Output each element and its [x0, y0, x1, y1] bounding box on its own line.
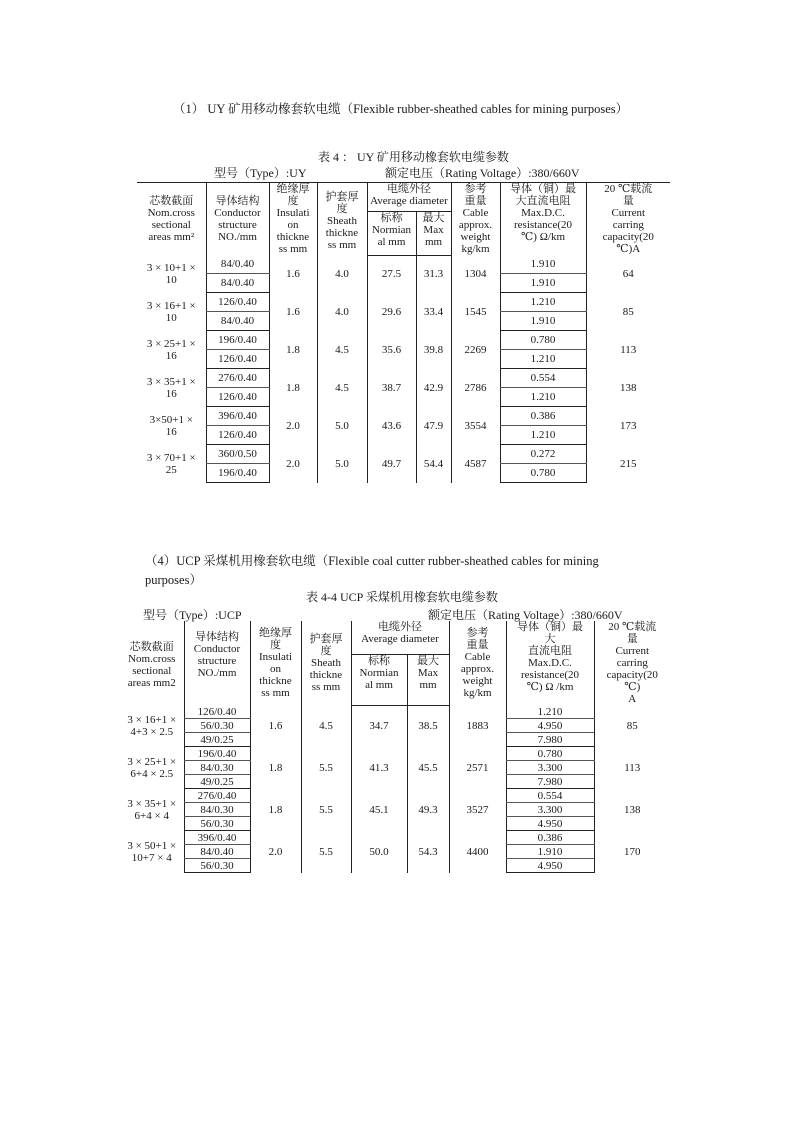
table2-voltage-label: 额定电压（Rating Voltage）:380/660V: [428, 608, 623, 622]
header-insulation-line: on: [287, 219, 299, 231]
cell-sheath: 5.0: [317, 445, 367, 483]
cell-conductor: 360/0.50: [206, 445, 269, 464]
header-resistance: [500, 183, 586, 256]
cell-max: 42.9: [416, 369, 451, 407]
header-current: [594, 621, 670, 705]
cell-conductor: 56/0.30: [184, 859, 250, 873]
cell-nominal: 41.3: [351, 747, 407, 789]
cell-resistance: 7.980: [506, 775, 594, 789]
cell-conductor: 396/0.40: [184, 831, 250, 845]
table-row: [137, 407, 670, 426]
header-weight-line: 重量: [466, 639, 489, 651]
cell-sheath: 4.0: [317, 293, 367, 331]
cell-insulation: 2.0: [269, 407, 317, 445]
cell-current: 85: [586, 293, 670, 331]
header-weight: [451, 183, 500, 256]
header-max-line: 最大: [422, 212, 445, 225]
cell-sheath: 4.5: [317, 369, 367, 407]
header-current-line: A: [628, 693, 637, 705]
uy-spec-table: [137, 182, 670, 483]
cell-weight: 3527: [449, 789, 506, 831]
cell-core-line: 16: [165, 387, 177, 400]
cell-insulation: 1.8: [269, 331, 317, 369]
cell-max: 33.4: [416, 293, 451, 331]
cell-weight: 2269: [451, 331, 500, 369]
header-weight: [449, 621, 506, 705]
header-current-line: 量: [622, 195, 634, 207]
cell-core: [137, 369, 206, 407]
header-insulation-line: 度: [287, 195, 299, 207]
cell-nominal: 27.5: [367, 255, 416, 293]
header-diameter-line: 电缆外径: [378, 621, 422, 633]
cell-core: [137, 445, 206, 483]
header-sheath-line: Sheath: [327, 215, 357, 227]
cell-sheath: 4.5: [301, 705, 351, 747]
header-max-line: mm: [419, 678, 437, 691]
cell-weight: 1883: [449, 705, 506, 747]
header-sheath-line: 护套厚: [309, 633, 343, 645]
header-weight-line: kg/km: [461, 243, 490, 255]
header-insulation-line: thickne: [259, 675, 292, 687]
cell-core-line: 3 × 25+1 ×: [127, 755, 177, 768]
cell-sheath: 5.5: [301, 747, 351, 789]
cell-conductor: 276/0.40: [206, 369, 269, 388]
cell-core: [120, 747, 184, 789]
header-current-line: Current: [615, 645, 650, 657]
cell-resistance: 0.554: [500, 369, 586, 388]
header-resistance-line: resistance(20: [521, 669, 580, 681]
header-core-line: 芯数截面: [129, 641, 174, 653]
header-sheath-line: 度: [320, 645, 332, 657]
header-insulation-line: thickne: [276, 231, 310, 243]
header-sheath-line: ss mm: [311, 681, 341, 693]
cell-conductor: 56/0.30: [184, 719, 250, 733]
cell-conductor: 196/0.40: [206, 331, 269, 350]
header-sheath-line: 度: [336, 203, 348, 215]
header-conductor-line: structure: [218, 219, 257, 231]
header-resistance-line: 直流电阻: [528, 645, 573, 657]
header-current: [586, 183, 670, 256]
cell-core: [137, 293, 206, 331]
header-resistance-line: ℃) Ω/km: [521, 231, 566, 243]
cell-resistance: 1.910: [500, 255, 586, 274]
header-nominal-line: al mm: [365, 678, 393, 691]
header-conductor-line: NO./mm: [197, 667, 237, 679]
header-conductor-line: NO./mm: [218, 231, 257, 243]
header-current-line: capacity(20: [602, 231, 654, 243]
header-conductor-line: 导体结构: [195, 631, 239, 643]
cell-conductor: 84/0.40: [184, 845, 250, 859]
cell-resistance: 1.210: [500, 426, 586, 445]
header-nominal: [367, 212, 416, 255]
cell-weight: 4587: [451, 445, 500, 483]
header-diameter: [367, 183, 451, 212]
cell-resistance: 1.210: [506, 705, 594, 719]
cell-conductor: 84/0.40: [206, 274, 269, 293]
cell-conductor: 84/0.40: [206, 312, 269, 331]
header-sheath-line: ss mm: [327, 239, 357, 251]
cell-nominal: 35.6: [367, 331, 416, 369]
cell-core-line: 3 × 35+1 ×: [127, 797, 177, 810]
cell-resistance: 3.300: [506, 761, 594, 775]
cell-weight: 4400: [449, 831, 506, 873]
cell-resistance: 1.210: [500, 350, 586, 369]
cell-current: 113: [586, 331, 670, 369]
cell-insulation: 1.8: [269, 369, 317, 407]
cell-resistance: 0.780: [506, 747, 594, 761]
cell-core-line: 6+4 × 4: [134, 809, 169, 822]
cell-max: 38.5: [407, 705, 449, 747]
cell-core-line: 3 × 25+1 ×: [146, 337, 196, 350]
cell-resistance: 1.910: [506, 845, 594, 859]
table1-type-label: 型号（Type）:UY: [214, 166, 307, 180]
cell-conductor: 126/0.40: [206, 350, 269, 369]
cell-conductor: 56/0.30: [184, 817, 250, 831]
header-insulation-line: Insulati: [259, 651, 292, 663]
cell-sheath: 4.0: [317, 255, 367, 293]
cell-resistance: 1.210: [500, 293, 586, 312]
header-current-line: capacity(20: [606, 669, 658, 681]
header-weight-line: weight: [462, 675, 493, 687]
cell-core: [137, 255, 206, 293]
cell-insulation: 1.6: [269, 255, 317, 293]
header-sheath-line: thickne: [325, 227, 359, 239]
header-current-line: 20 ℃载流: [608, 621, 657, 633]
header-nominal-line: Normian: [359, 666, 399, 679]
cell-nominal: 43.6: [367, 407, 416, 445]
cell-resistance: 1.910: [500, 274, 586, 293]
cell-core: [137, 331, 206, 369]
cell-sheath: 5.5: [301, 789, 351, 831]
cell-resistance: 4.950: [506, 719, 594, 733]
cell-current: 138: [594, 789, 670, 831]
table2-header: [120, 621, 670, 705]
header-insulation-line: 绝缘厚: [259, 627, 292, 639]
header-core: [120, 621, 184, 705]
cell-resistance: 0.554: [506, 789, 594, 803]
cell-max: 47.9: [416, 407, 451, 445]
header-nominal-line: al mm: [377, 236, 406, 249]
header-sheath-line: thickne: [309, 669, 343, 681]
cell-conductor: 126/0.40: [206, 388, 269, 407]
header-resistance-line: ℃) Ω /km: [526, 681, 574, 693]
cell-nominal: 50.0: [351, 831, 407, 873]
header-weight-line: 参考: [464, 183, 487, 195]
cell-insulation: 1.6: [269, 293, 317, 331]
cell-core: [120, 789, 184, 831]
header-weight-line: approx.: [458, 219, 493, 231]
cell-insulation: 1.6: [250, 705, 301, 747]
cell-core-line: 3 × 16+1 ×: [146, 299, 196, 312]
header-diameter-line: 电缆外径: [387, 183, 431, 195]
header-insulation-line: 度: [270, 639, 281, 651]
cell-current: 173: [586, 407, 670, 445]
cell-nominal: 38.7: [367, 369, 416, 407]
header-diameter-line: Average diameter: [370, 195, 448, 207]
cell-insulation: 2.0: [250, 831, 301, 873]
table1-voltage-label: 额定电压（Rating Voltage）:380/660V: [385, 166, 580, 180]
table2-body: [120, 705, 670, 873]
header-max-line: Max: [417, 666, 439, 679]
header-max: [407, 654, 449, 705]
header-insulation-line: ss mm: [261, 687, 290, 699]
table2-type-label: 型号（Type）:UCP: [143, 608, 242, 622]
cell-core: [120, 831, 184, 873]
header-resistance-line: 导体（铜）最: [517, 621, 584, 633]
cell-core-line: 3 × 50+1 ×: [127, 839, 177, 852]
header-max-line: Max: [423, 224, 444, 237]
header-insulation-line: 绝缘厚: [276, 183, 310, 195]
header-insulation-line: Insulati: [276, 207, 310, 219]
table-row: [120, 705, 670, 719]
table-row: [137, 293, 670, 312]
cell-resistance: 0.272: [500, 445, 586, 464]
table2-title: 表 4-4 UCP 采煤机用橡套软电缆参数: [306, 590, 498, 604]
cell-nominal: 45.1: [351, 789, 407, 831]
cell-conductor: 196/0.40: [184, 747, 250, 761]
header-weight-line: approx.: [460, 663, 495, 675]
cell-core-line: 6+4 × 2.5: [130, 767, 174, 780]
header-sheath-line: Sheath: [311, 657, 341, 669]
cell-resistance: 0.780: [500, 331, 586, 350]
table-row: [120, 831, 670, 845]
cell-weight: 3554: [451, 407, 500, 445]
cell-core-line: 3 × 16+1 ×: [127, 713, 177, 726]
cell-resistance: 4.950: [506, 817, 594, 831]
header-current-line: carring: [616, 657, 648, 669]
header-weight-line: 重量: [464, 195, 487, 207]
header-resistance-line: Max.D.C.: [521, 207, 565, 219]
header-conductor-line: Conductor: [193, 643, 241, 655]
header-conductor: [206, 183, 269, 256]
header-nominal-line: 标称: [380, 212, 403, 225]
cell-resistance: 4.950: [506, 859, 594, 873]
header-core-line: Nom.cross: [147, 207, 195, 219]
cell-conductor: 196/0.40: [206, 464, 269, 483]
header-diameter: [351, 621, 449, 654]
cell-conductor: 276/0.40: [184, 789, 250, 803]
table-row: [120, 789, 670, 803]
cell-conductor: 84/0.40: [206, 255, 269, 274]
cell-core-line: 10: [165, 311, 177, 324]
header-core-line: sectional: [132, 665, 172, 677]
cell-max: 39.8: [416, 331, 451, 369]
header-conductor-line: structure: [197, 655, 237, 667]
cell-nominal: 29.6: [367, 293, 416, 331]
header-resistance-line: 导体（铜）最: [510, 183, 577, 195]
cell-core-line: 3 × 70+1 ×: [146, 451, 196, 464]
cell-weight: 1304: [451, 255, 500, 293]
header-max: [416, 212, 451, 255]
cell-max: 49.3: [407, 789, 449, 831]
table1-title: 表 4 ： UY 矿用移动橡套软电缆参数: [318, 150, 509, 164]
header-insulation-line: on: [270, 663, 281, 675]
cell-conductor: 49/0.25: [184, 733, 250, 747]
cell-resistance: 3.300: [506, 803, 594, 817]
cell-core-line: 3 × 10+1 ×: [146, 261, 196, 274]
section1-heading: （1） UY 矿用移动橡套软电缆（Flexible rubber-sheathed cables for mining purposes）: [173, 102, 629, 116]
cell-resistance: 0.780: [500, 464, 586, 483]
cell-conductor: 126/0.40: [206, 293, 269, 312]
header-core-line: sectional: [151, 219, 191, 231]
header-weight-line: kg/km: [463, 687, 492, 699]
cell-weight: 1545: [451, 293, 500, 331]
header-core-line: 芯数截面: [149, 195, 194, 207]
cell-core-line: 3×50+1 ×: [149, 413, 193, 426]
cell-max: 31.3: [416, 255, 451, 293]
cell-resistance: 1.210: [500, 388, 586, 407]
header-insulation-line: ss mm: [278, 243, 308, 255]
table-row: [137, 331, 670, 350]
cell-resistance: 1.910: [500, 312, 586, 331]
header-nominal-line: Normian: [371, 224, 412, 237]
header-insulation: [269, 183, 317, 256]
header-current-line: carring: [612, 219, 644, 231]
cell-max: 54.4: [416, 445, 451, 483]
header-current-line: ℃)A: [616, 243, 641, 255]
cell-conductor: 126/0.40: [184, 705, 250, 719]
cell-core-line: 10+7 × 4: [131, 851, 172, 864]
header-resistance-line: 大直流电阻: [515, 195, 571, 207]
cell-sheath: 4.5: [317, 331, 367, 369]
cell-current: 113: [594, 747, 670, 789]
cell-conductor: 396/0.40: [206, 407, 269, 426]
header-insulation: [250, 621, 301, 705]
cell-insulation: 1.8: [250, 747, 301, 789]
cell-nominal: 34.7: [351, 705, 407, 747]
cell-current: 85: [594, 705, 670, 747]
cell-core-line: 16: [165, 425, 177, 438]
cell-current: 64: [586, 255, 670, 293]
header-current-line: 20 ℃载流: [604, 183, 653, 195]
cell-max: 54.3: [407, 831, 449, 873]
cell-current: 138: [586, 369, 670, 407]
header-weight-line: Cable: [462, 207, 489, 219]
cell-core-line: 10: [165, 273, 177, 286]
header-resistance-line: Max.D.C.: [528, 657, 572, 669]
header-max-line: mm: [424, 236, 443, 249]
header-sheath-line: 护套厚: [325, 191, 359, 203]
header-max-line: 最大: [417, 654, 439, 667]
header-weight-line: Cable: [464, 651, 491, 663]
header-conductor-line: Conductor: [214, 207, 261, 219]
header-conductor-line: 导体结构: [215, 195, 260, 207]
table1-body: [137, 255, 670, 483]
cell-core-line: 16: [165, 349, 177, 362]
cell-core: [120, 705, 184, 747]
cell-conductor: 126/0.40: [206, 426, 269, 445]
cell-core-line: 4+3 × 2.5: [130, 725, 174, 738]
header-nominal: [351, 654, 407, 705]
header-core-line: areas mm2: [127, 677, 176, 689]
cell-core-line: 25: [165, 463, 177, 476]
header-sheath: [317, 183, 367, 256]
cell-max: 45.5: [407, 747, 449, 789]
header-current-line: 量: [626, 633, 638, 645]
header-core-line: areas mm²: [148, 231, 195, 243]
section2-heading-line2: purposes）: [145, 573, 202, 587]
table-row: [120, 747, 670, 761]
cell-resistance: 0.386: [506, 831, 594, 845]
header-weight-line: 参考: [466, 627, 489, 639]
cell-insulation: 1.8: [250, 789, 301, 831]
cell-current: 170: [594, 831, 670, 873]
ucp-spec-table: [120, 621, 670, 873]
table1-header: [137, 183, 670, 256]
cell-resistance: 7.980: [506, 733, 594, 747]
header-diameter-line: Average diameter: [361, 633, 439, 645]
table-row: [137, 445, 670, 464]
cell-core-line: 3 × 35+1 ×: [146, 375, 196, 388]
cell-sheath: 5.5: [301, 831, 351, 873]
header-current-line: ℃): [624, 681, 641, 693]
cell-insulation: 2.0: [269, 445, 317, 483]
cell-conductor: 84/0.30: [184, 761, 250, 775]
header-sheath: [301, 621, 351, 705]
cell-resistance: 0.386: [500, 407, 586, 426]
header-current-line: Current: [611, 207, 646, 219]
table-row: [137, 255, 670, 274]
header-resistance-line: resistance(20: [514, 219, 573, 231]
header-resistance-line: 大: [544, 633, 556, 645]
cell-current: 215: [586, 445, 670, 483]
header-weight-line: weight: [460, 231, 491, 243]
section2-heading-line1: （4）UCP 采煤机用橡套软电缆（Flexible coal cutter rubber-sheathed cables for mining: [145, 554, 599, 568]
header-resistance: [506, 621, 594, 705]
header-core: [137, 183, 206, 256]
cell-conductor: 84/0.30: [184, 803, 250, 817]
cell-sheath: 5.0: [317, 407, 367, 445]
cell-conductor: 49/0.25: [184, 775, 250, 789]
table-row: [137, 369, 670, 388]
cell-weight: 2786: [451, 369, 500, 407]
cell-core: [137, 407, 206, 445]
cell-weight: 2571: [449, 747, 506, 789]
cell-nominal: 49.7: [367, 445, 416, 483]
header-core-line: Nom.cross: [128, 653, 176, 665]
header-conductor: [184, 621, 250, 705]
header-nominal-line: 标称: [368, 654, 390, 667]
